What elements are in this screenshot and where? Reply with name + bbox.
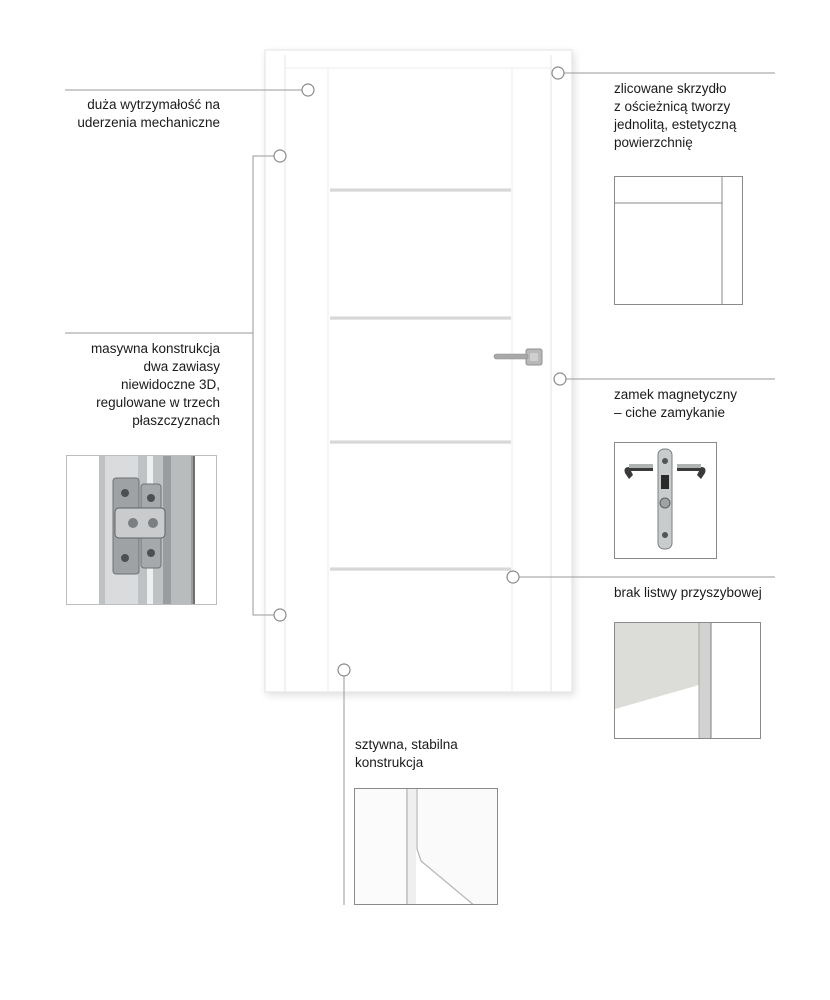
magnetic-lock-icon bbox=[615, 443, 717, 559]
callout-flush-surface: zlicowane skrzydło z ościeżnicą tworzy jednolitą, estetyczną powierzchnię bbox=[614, 81, 737, 150]
glass-strip-2 bbox=[330, 316, 511, 320]
hinge-thumbnail bbox=[66, 455, 217, 605]
glass-strip-3 bbox=[330, 440, 511, 444]
callout-magnetic-lock: zamek magnetyczny – ciche zamykanie bbox=[614, 387, 738, 420]
magnetic-lock-thumbnail bbox=[614, 442, 717, 559]
door bbox=[265, 50, 572, 692]
rigid-construction-thumbnail bbox=[354, 788, 498, 905]
no-glazing-bead-thumbnail bbox=[614, 622, 761, 739]
glass-strip-4 bbox=[330, 567, 511, 571]
door-frame bbox=[265, 50, 572, 692]
callout-hidden-hinges: masywna konstrukcja dwa zawiasy niewidoczne 3D, regulowane w trzech płaszczyznach bbox=[90, 341, 220, 428]
callout-no-glazing-bead: brak listwy przyszybowej bbox=[614, 585, 762, 600]
flush-frame-thumbnail bbox=[614, 176, 743, 305]
hinge-icon bbox=[67, 456, 217, 605]
glass-strip-1 bbox=[330, 188, 511, 192]
callout-rigid-construction: sztywna, stabilna konstrukcja bbox=[355, 737, 458, 770]
callout-impact-resistance: duża wytrzymałość na uderzenia mechaniczne bbox=[77, 97, 220, 130]
